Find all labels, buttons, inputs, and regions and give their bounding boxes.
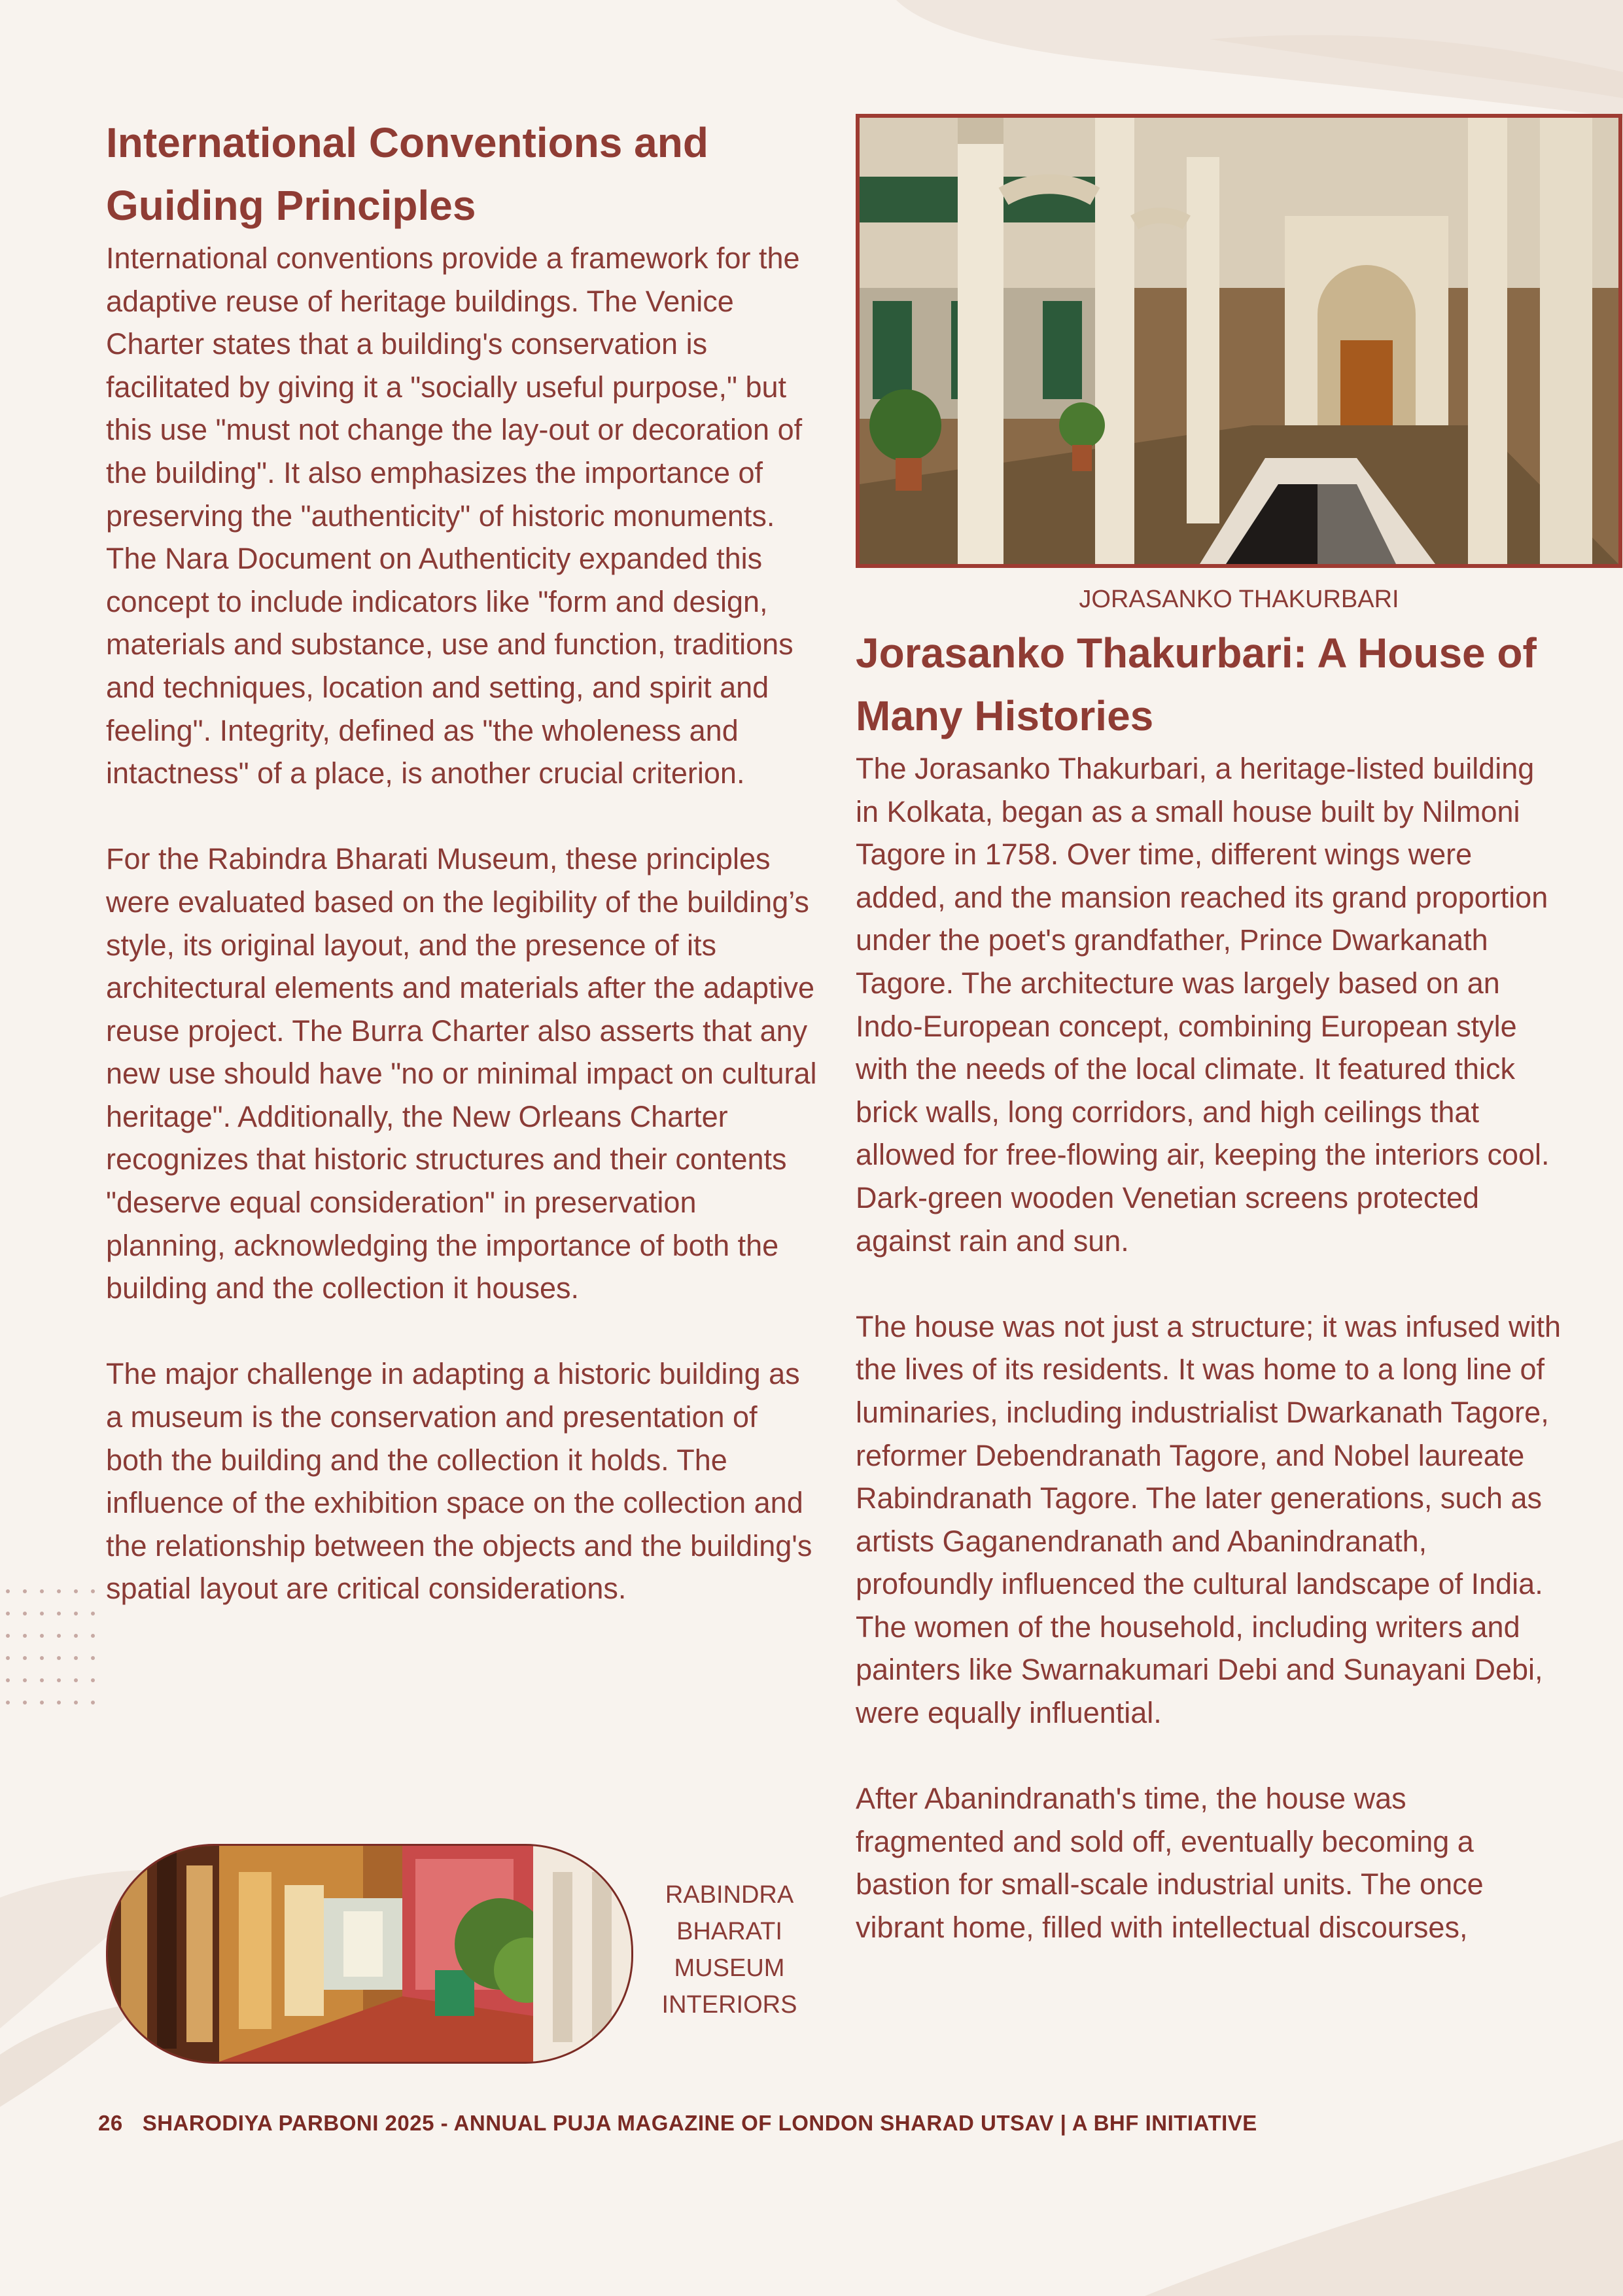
- pattern-dot: [6, 1589, 10, 1593]
- page-number: 26: [98, 2111, 123, 2135]
- pattern-dot: [40, 1678, 44, 1682]
- paragraph: For the Rabindra Bharati Museum, these principles were evaluated based on the legibility of the building’s style, its original layout, and the presence of its architectural elements and materials after the adaptive reuse project. The Burra Charter also asserts that any new use should have "no or minimal impact on cultural heritage". Additionally, the New Orleans Charter recognizes that historic structures and their contents "deserve equal consideration" in preservation planning, acknowledging the importance of both the building and the collection it houses.: [106, 842, 817, 1305]
- paragraph: The Jorasanko Thakurbari, a heritage-listed building in Kolkata, began as a small house built by Nilmoni Tagore in 1758. Over time, different wings were added, and the mansion reached its grand proportion under the poet's grandfather, Prince Dwarkanath Tagore. The architecture was largely based on an Indo-European concept, combining European style with the needs of the local climate. It featured thick brick walls, long corridors, and high ceilings that allowed for free-flowing air, keeping the interiors cool. Dark-green wooden Venetian screens protected against rain and sun.: [856, 752, 1550, 1258]
- section-heading-jorasanko: Jorasanko Thakurbari: A House of Many Histories: [856, 629, 1537, 739]
- pattern-dot: [91, 1701, 95, 1704]
- pattern-dot: [23, 1701, 27, 1704]
- pattern-dot: [91, 1656, 95, 1660]
- pattern-dot: [57, 1678, 61, 1682]
- pattern-dot: [74, 1634, 78, 1638]
- jorasanko-caption: JORASANKO THAKURBARI: [1079, 586, 1399, 613]
- pattern-dot: [74, 1656, 78, 1660]
- pattern-dot: [23, 1634, 27, 1638]
- pattern-dot: [40, 1634, 44, 1638]
- pattern-dot: [91, 1678, 95, 1682]
- left-column: [106, 111, 819, 1610]
- pattern-dot: [74, 1612, 78, 1616]
- paragraph: The major challenge in adapting a historic building as a museum is the conservation and presentation of both the building and the collection it holds. The influence of the exhibition space on the collection and the relationship between the objects and the building's spatial layout are critical considerations.: [106, 1357, 812, 1606]
- pattern-dot: [74, 1678, 78, 1682]
- page-footer: [98, 2111, 1257, 2136]
- pattern-dot: [6, 1656, 10, 1660]
- museum-interior-photo: [106, 1844, 633, 2064]
- pattern-dot: [23, 1656, 27, 1660]
- pattern-dot: [6, 1612, 10, 1616]
- pattern-dot: [23, 1678, 27, 1682]
- pattern-dot: [91, 1612, 95, 1616]
- pattern-dot: [6, 1678, 10, 1682]
- pattern-dot: [57, 1634, 61, 1638]
- brush-stroke-bottom-right: [1047, 2127, 1623, 2296]
- pattern-dot: [6, 1634, 10, 1638]
- pattern-dot: [57, 1612, 61, 1616]
- pattern-dot: [57, 1701, 61, 1704]
- right-column: [856, 622, 1562, 1949]
- paragraph: International conventions provide a framework for the adaptive reuse of heritage buildings. The Venice Charter states that a building's conservation is facilitated by giving it a "socially useful purpose," but this use "must not change the lay-out or decoration of the building". It also emphasizes the importance of preserving the "authenticity" of historic monuments. The Nara Document on Authenticity expanded this concept to include indicators like "form and design, materials and substance, use and function, traditions and techniques, location and setting, and spirit and feeling". Integrity, defined as "the wholeness and intactness" of a place, is another crucial criterion.: [106, 241, 803, 790]
- section-heading-conventions: International Conventions and Guiding Principles: [106, 119, 708, 229]
- dot-pattern: [0, 1583, 105, 1740]
- pattern-dot: [57, 1589, 61, 1593]
- pattern-dot: [91, 1589, 95, 1593]
- pattern-dot: [74, 1701, 78, 1704]
- pattern-dot: [40, 1656, 44, 1660]
- pattern-dot: [57, 1656, 61, 1660]
- pattern-dot: [74, 1589, 78, 1593]
- footer-text: SHARODIYA PARBONI 2025 - ANNUAL PUJA MAGAZINE OF LONDON SHARAD UTSAV | A BHF INITIATIVE: [142, 2111, 1257, 2135]
- pattern-dot: [40, 1612, 44, 1616]
- museum-interiors-caption: RABINDRA BHARATI MUSEUM INTERIORS: [661, 1881, 797, 2019]
- pattern-dot: [6, 1701, 10, 1704]
- pattern-dot: [23, 1589, 27, 1593]
- jorasanko-thakurbari-photo: [856, 114, 1622, 568]
- pattern-dot: [40, 1701, 44, 1704]
- pattern-dot: [91, 1634, 95, 1638]
- paragraph: After Abanindranath's time, the house was fragmented and sold off, eventually becoming a bastion for small-scale industrial units. The once vibrant home, filled with intellectual discourses,: [856, 1782, 1484, 1945]
- pattern-dot: [23, 1612, 27, 1616]
- paragraph: The house was not just a structure; it was infused with the lives of its residents. It was home to a long line of luminaries, including industrialist Dwarkanath Tagore, reformer Debendranath Tagore, and Nobel laureate Rabindranath Tagore. The later generations, such as artists Gaganendranath and Abanindranath, profoundly influenced the cultural landscape of India. The women of the household, including writers and painters like Swarnakumari Debi and Sunayani Debi, were equally influential.: [856, 1309, 1562, 1730]
- pattern-dot: [40, 1589, 44, 1593]
